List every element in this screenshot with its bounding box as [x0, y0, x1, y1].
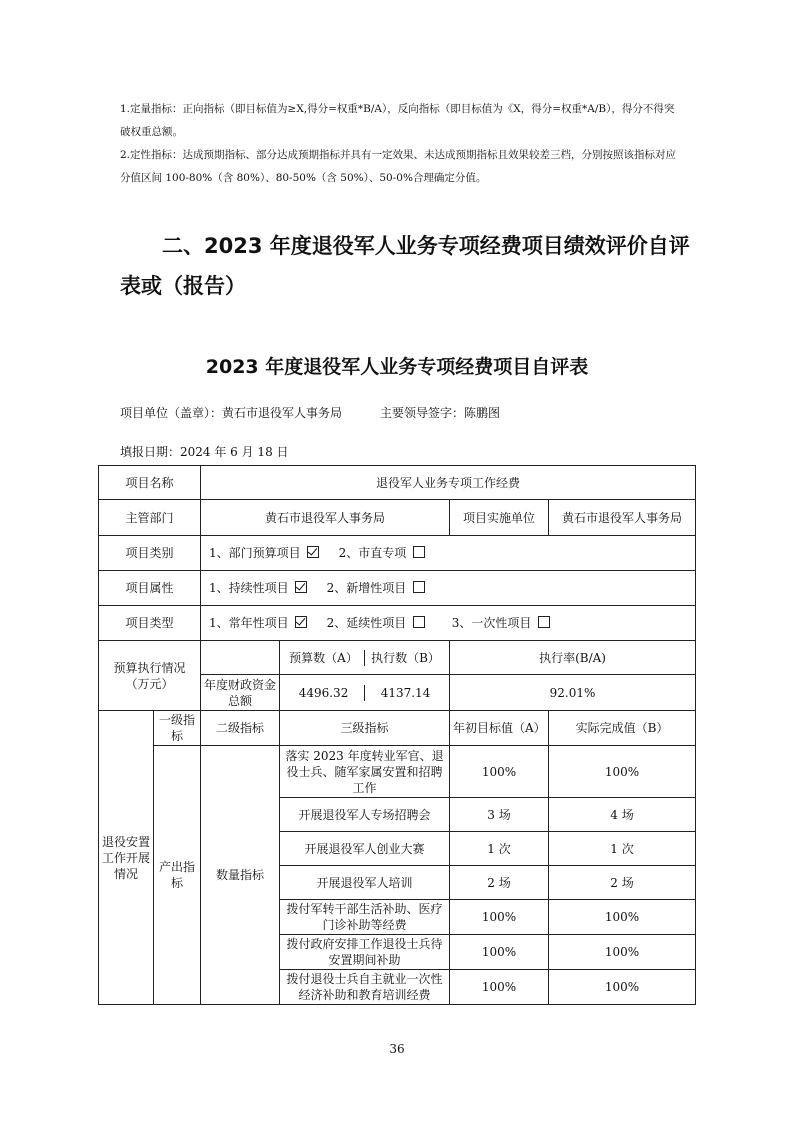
meta-line	[120, 404, 500, 421]
level2-header: 二级指标	[201, 711, 280, 746]
note-2: 2.定性指标：达成预期指标、部分达成预期指标并具有一定效果、未达成预期指标且效果较差三档，分别按照该指标对应分值区间 100-80%（含 80%）、80-50%（含 50%）、50-0%合理确定分值。	[120, 149, 677, 184]
leader-signature: 主要领导签字：陈鹏图	[380, 406, 501, 420]
budget-values	[280, 675, 450, 711]
indicator-name: 拨付政府安排工作退役士兵待安置期间补助	[280, 935, 450, 970]
checkbox-checked-icon	[295, 581, 307, 593]
budget-col-header	[280, 641, 450, 675]
indicator-actual: 100%	[549, 746, 696, 798]
type-opt-1: 1、常年性项目	[209, 616, 289, 630]
attr-opt-2: 2、新增性项目	[326, 581, 407, 595]
fund-label: 年度财政资金总额	[201, 675, 280, 711]
indicator-actual: 2 场	[549, 866, 696, 900]
budget-header: 预算数（A）	[289, 650, 358, 665]
category-options	[201, 536, 696, 571]
fill-date: 填报日期：2024 年 6 月 18 日	[120, 445, 289, 459]
exec-value: 4137.14	[364, 685, 446, 701]
notes	[120, 98, 680, 190]
quantity-label: 数量指标	[201, 746, 280, 1005]
note-1: 1.定量指标：正向指标（即目标值为≥X,得分=权重*B/A），反向指标（即目标值为《X，得分=权重*A/B），得分不得突破权重总额。	[120, 103, 675, 138]
attr-options	[201, 571, 696, 606]
section-heading: 二、2023 年度退役军人业务专项经费项目绩效评价自评表或（报告）	[120, 234, 690, 298]
checkbox-empty-icon	[413, 581, 425, 593]
indicator-name: 拨付退役士兵自主就业一次性经济补助和教育培训经费	[280, 970, 450, 1005]
level3-header: 三级指标	[280, 711, 450, 746]
impl-unit-label: 项目实施单位	[450, 500, 549, 536]
type-options	[201, 606, 696, 641]
budget-value: 4496.32	[298, 685, 349, 700]
checkbox-empty-icon	[413, 546, 425, 558]
project-unit: 项目单位（盖章）：黄石市退役军人事务局	[120, 406, 343, 420]
exec-header: 执行数（B）	[364, 650, 446, 666]
indicator-name: 开展退役军人创业大赛	[280, 832, 450, 866]
type-opt-3: 3、一次性项目	[451, 616, 532, 630]
indicator-target: 100%	[450, 935, 549, 970]
category-opt-1: 1、部门预算项目	[209, 546, 301, 560]
indicator-actual: 1 次	[549, 832, 696, 866]
attr-opt-1: 1、持续性项目	[209, 581, 289, 595]
type-opt-2: 2、延续性项目	[326, 616, 407, 630]
category-opt-2: 2、市直专项	[338, 546, 407, 560]
indicator-target: 2 场	[450, 866, 549, 900]
self-evaluation-table	[98, 465, 696, 1005]
type-label: 项目类型	[99, 606, 201, 641]
checkbox-empty-icon	[413, 616, 425, 628]
indicator-actual: 100%	[549, 935, 696, 970]
dept-value: 黄石市退役军人事务局	[201, 500, 450, 536]
indicator-name: 开展退役军人专场招聘会	[280, 798, 450, 832]
indicator-actual: 4 场	[549, 798, 696, 832]
output-label: 产出指标	[154, 746, 201, 1005]
indicator-target: 3 场	[450, 798, 549, 832]
category-label: 项目类别	[99, 536, 201, 571]
indicator-target: 100%	[450, 900, 549, 935]
indicator-actual: 100%	[549, 970, 696, 1005]
checkbox-checked-icon	[307, 546, 319, 558]
project-name-label: 项目名称	[99, 466, 201, 500]
level1-header: 一级指标	[154, 711, 201, 746]
group-label: 退役安置工作开展情况	[99, 711, 154, 1005]
indicator-actual: 100%	[549, 900, 696, 935]
indicator-target: 100%	[450, 970, 549, 1005]
indicator-name: 落实 2023 年度转业军官、退役士兵、随军家属安置和招聘工作	[280, 746, 450, 798]
budget-label: 预算执行情况（万元）	[99, 641, 201, 711]
dept-label: 主管部门	[99, 500, 201, 536]
page-number: 36	[389, 1042, 405, 1056]
indicator-name: 拨付军转干部生活补助、医疗门诊补助等经费	[280, 900, 450, 935]
target-header: 年初目标值（A）	[450, 711, 549, 746]
budget-blank-cell	[201, 641, 280, 675]
impl-unit-value: 黄石市退役军人事务局	[549, 500, 696, 536]
rate-value: 92.01%	[450, 675, 696, 711]
project-name: 退役军人业务专项工作经费	[201, 466, 696, 500]
attr-label: 项目属性	[99, 571, 201, 606]
actual-header: 实际完成值（B）	[549, 711, 696, 746]
table-title: 2023 年度退役军人业务专项经费项目自评表	[205, 356, 589, 378]
indicator-name: 开展退役军人培训	[280, 866, 450, 900]
checkbox-empty-icon	[538, 616, 550, 628]
indicator-target: 100%	[450, 746, 549, 798]
checkbox-checked-icon	[295, 616, 307, 628]
indicator-target: 1 次	[450, 832, 549, 866]
rate-header: 执行率(B/A)	[450, 641, 696, 675]
